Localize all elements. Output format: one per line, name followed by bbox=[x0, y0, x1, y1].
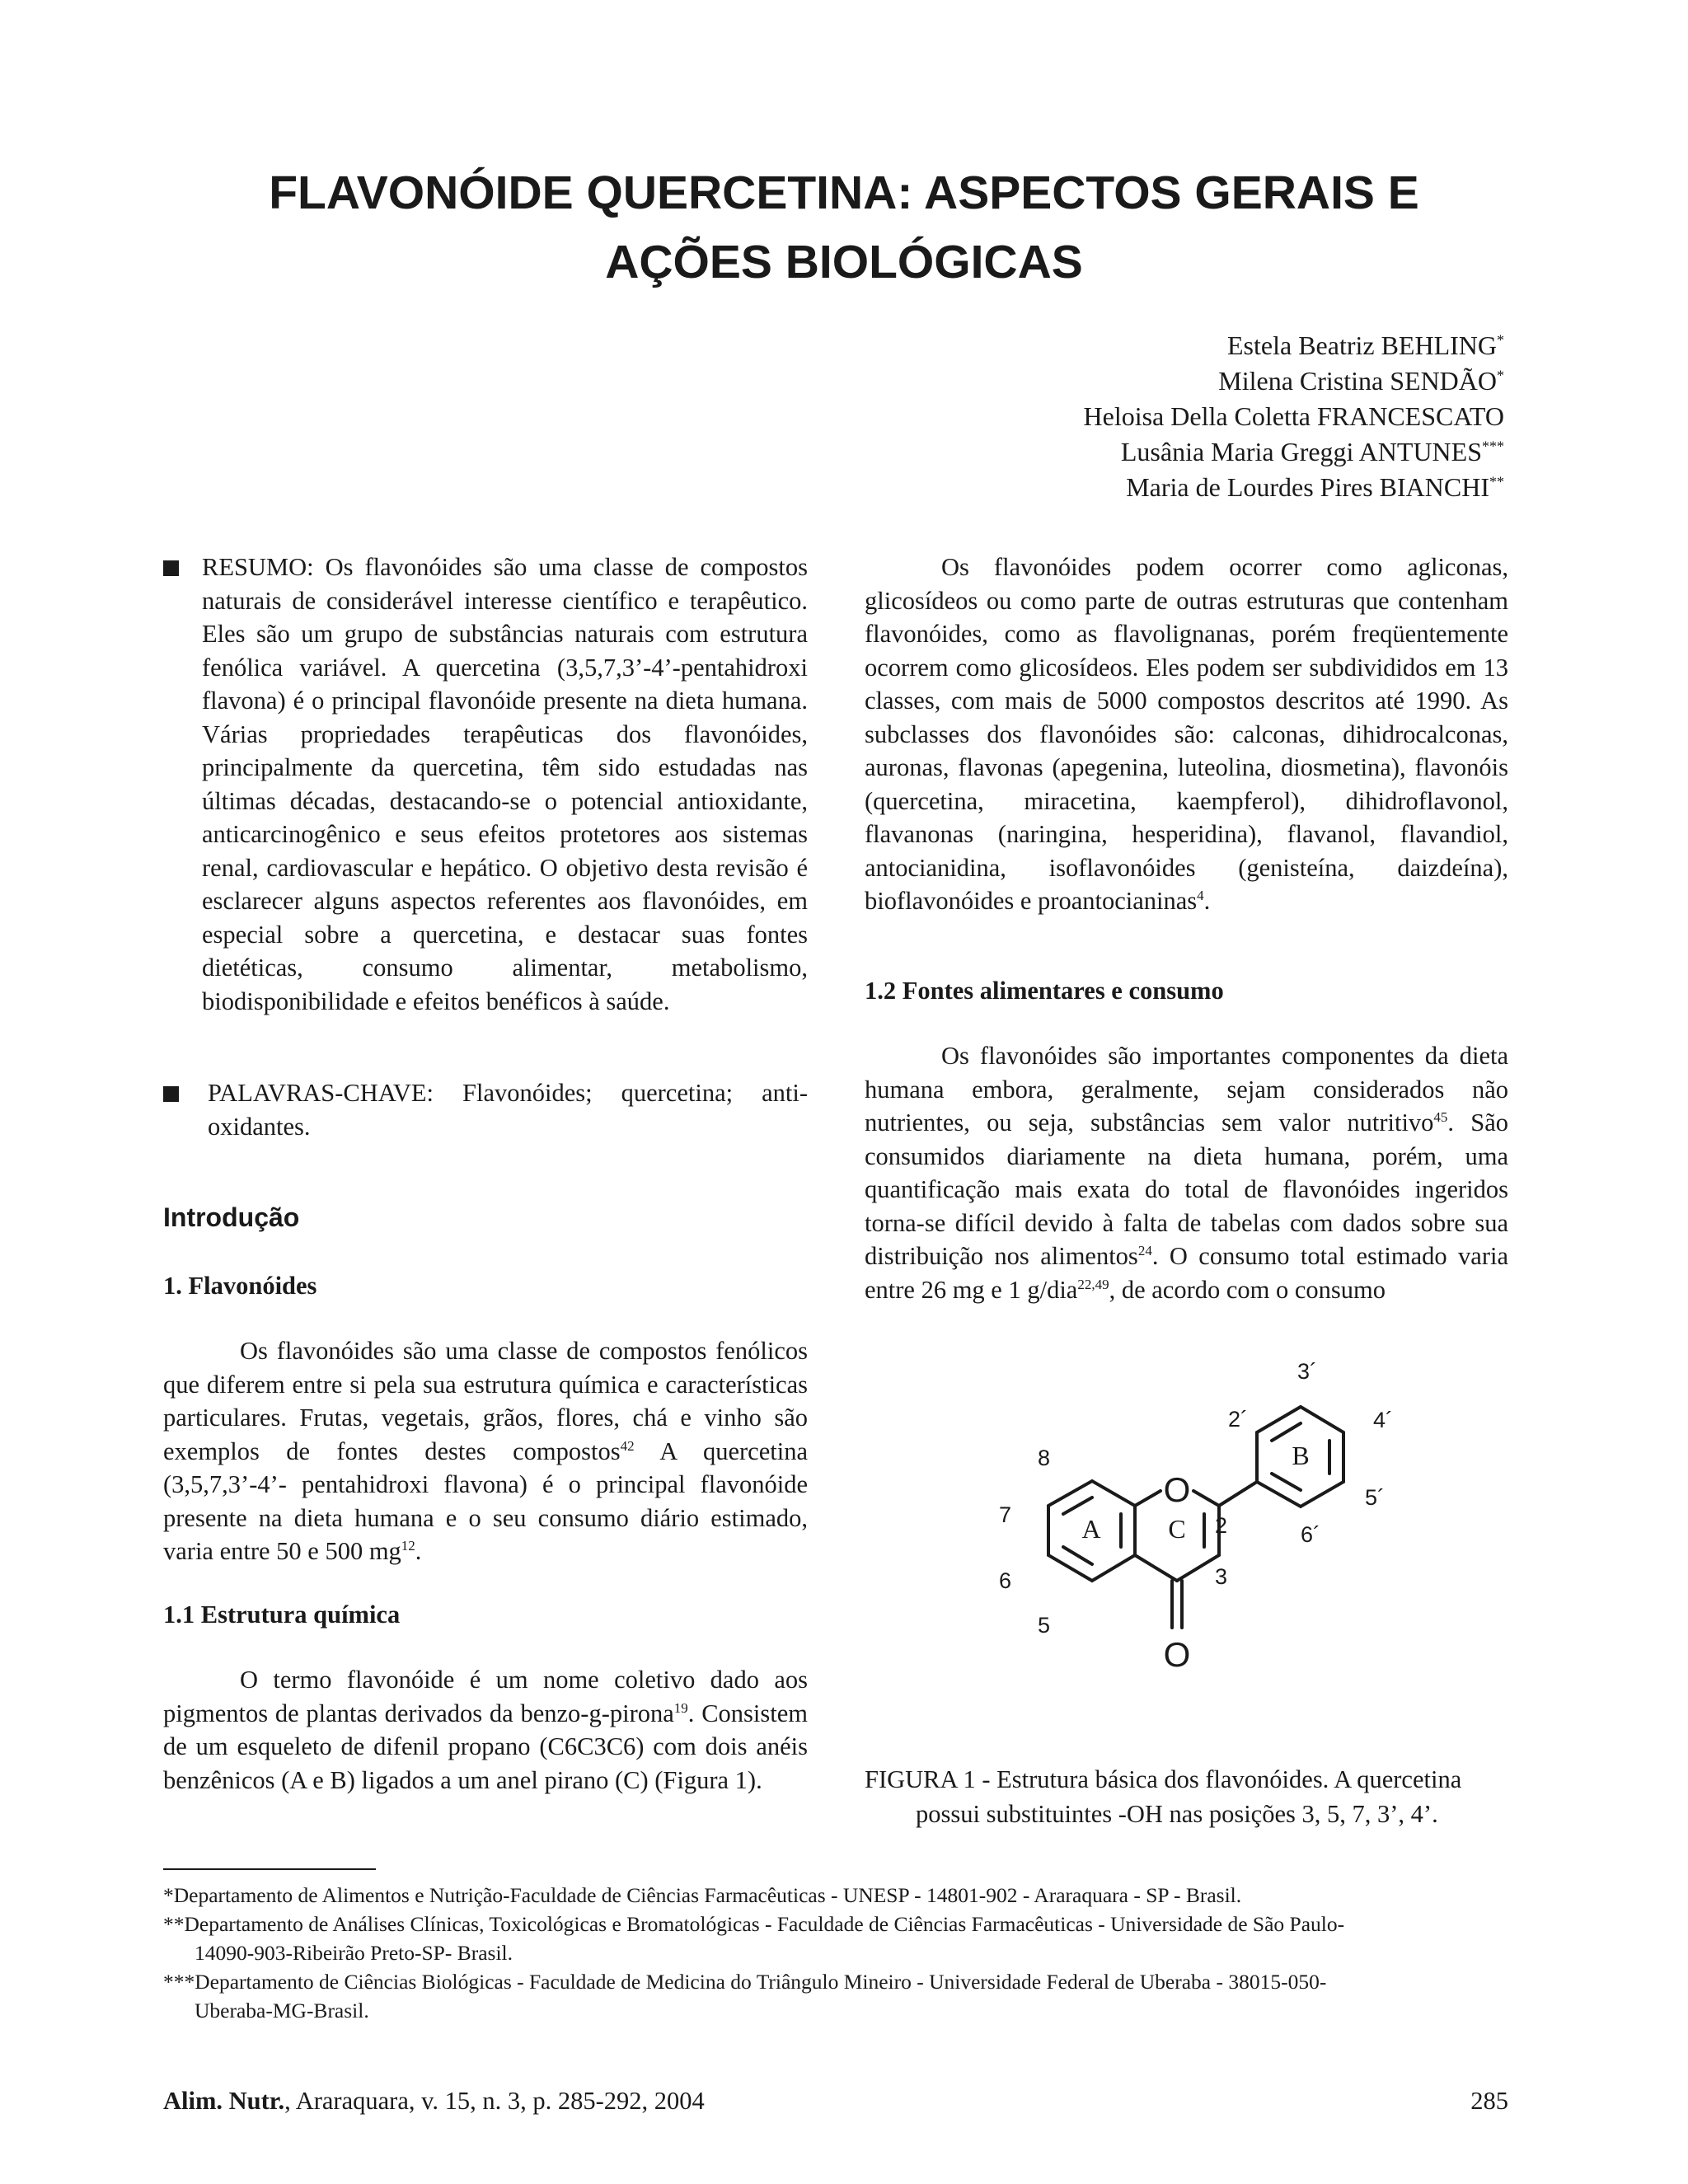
position-2-label: 2 bbox=[1215, 1513, 1228, 1538]
footnote-3: ***Departamento de Ciências Biológicas - Faculdade de Medicina do Triângulo Mineiro - Universidade Federal de Uberaba - 38015-050- bbox=[163, 1970, 1327, 1994]
author: Heloisa Della Coletta FRANCESCATO bbox=[1083, 401, 1504, 431]
bullet-square-icon bbox=[163, 560, 179, 576]
caption-line-2: possui substituintes -OH nas posições 3, 5, 7, 3’, 4’. bbox=[916, 1800, 1438, 1828]
intro-heading: Introdução bbox=[163, 1202, 300, 1232]
position-5-prime-label: 5´ bbox=[1365, 1485, 1386, 1510]
title-line-1: FLAVONÓIDE QUERCETINA: ASPECTOS GERAIS E bbox=[269, 166, 1419, 219]
flavonoid-structure-figure bbox=[956, 1352, 1418, 1714]
footnote-divider bbox=[163, 1868, 376, 1870]
author: Milena Cristina SENDÃO* bbox=[1218, 366, 1504, 396]
position-3-prime-label: 3´ bbox=[1297, 1359, 1318, 1384]
right-column-paragraph-1: Os flavonóides podem ocorrer como agliconas, glicosídeos ou como parte de outras estruturas que contenham flavonóides, como as flavolignanas, porém freqüentemente ocorrem como glicosídeos. Eles podem ser subdivididos em 13 classes, com mais de 5000 compostos descritos até 1990. As subclasses dos flavonóides são: calconas, dihidrocalconas, auronas, flavonas (apegenina, luteolina, diosmetina), flavonóis (quercetina, miracetina, kaempferol), dihidroflavonol, flavanonas (naringina, hesperidina), flavanol, flavandiol, antocianidina, isoflavonóides (genisteína, daizdeína), bioflavonóides e proantocianinas$^4$. bbox=[865, 553, 1508, 915]
keywords-text: PALAVRAS-CHAVE: Flavonóides; quercetina; anti-oxidantes. bbox=[208, 1079, 808, 1141]
author: Estela Beatriz BEHLING* bbox=[1227, 330, 1504, 360]
position-3-label: 3 bbox=[1215, 1564, 1228, 1589]
section-1-paragraph: Os flavonóides são uma classe de compostos fenólicos que diferem entre si pela sua estrutura química e características particulares. Frutas, vegetais, grãos, flores, chá e vinho são exemplos de fontes destes compostos$^{42}$ A quercetina (3,5,7,3’-4’- pentahidroxi flavona) é o principal flavonóide presente na dieta humana e o seu consumo diário estimado, varia entre 50 e 500 $mg^{12}$. bbox=[163, 1337, 808, 1565]
ring-b-label: B bbox=[1292, 1441, 1310, 1470]
bullet-square-icon bbox=[163, 1086, 179, 1102]
author: Maria de Lourdes Pires BIANCHI** bbox=[1126, 472, 1504, 502]
ring-a-label: A bbox=[1081, 1514, 1101, 1544]
abstract-text: RESUMO: Os flavonóides são uma classe de compostos naturais de considerável interesse científico e terapêutico. Eles são um grupo de substâncias naturais com estrutura fenólica variável. A quercetina (3,5,7,3’-4’-pentahidroxi flavona) é o principal flavonóide presente na dieta humana. Várias propriedades terapêuticas dos flavonóides, principalmente da quercetina, têm sido estudadas nas últimas décadas, destacando-se o potencial antioxidante, anticarcinogênico e seus efeitos protetores aos sistemas renal, cardiovascular e hepático. O objetivo desta revisão é esclarecer alguns aspectos referentes aos flavonóides, em especial sobre a quercetina, e destacar suas fontes dietéticas, consumo alimentar, metabolismo, biodisponibilidade e efeitos benéficos à saúde. bbox=[202, 553, 808, 1015]
section-1-2-heading: 1.2 Fontes alimentares e consumo bbox=[865, 977, 1224, 1005]
position-6-prime-label: 6´ bbox=[1301, 1522, 1321, 1547]
article-title bbox=[132, 158, 1556, 297]
section-1-1-paragraph: O termo flavonóide é um nome coletivo dado aos pigmentos de plantas derivados da benzo-g-pirona$^{19}$. Consistem de um esqueleto de difenil propano (C6C3C6) com dois anéis benzênicos (A e B) ligados a um anel pirano (C) (Figura 1). bbox=[163, 1666, 808, 1794]
caption-line-1: FIGURA 1 - Estrutura básica dos flavonóides. A quercetina bbox=[865, 1765, 1462, 1793]
footnote-2-continued: 14090-903-Ribeirão Preto-SP- Brasil. bbox=[195, 1941, 513, 1965]
journal-citation: Alim. Nutr., Araraquara, v. 15, n. 3, p. 285-292, 2004 bbox=[163, 2087, 705, 2115]
position-7-label: 7 bbox=[999, 1502, 1012, 1527]
page-number: 285 bbox=[1470, 2087, 1508, 2115]
position-6-label: 6 bbox=[999, 1568, 1012, 1593]
section-1-heading: 1. Flavonóides bbox=[163, 1272, 317, 1300]
footnote-2: **Departamento de Análises Clínicas, Toxicológicas e Bromatológicas - Faculdade de Ciências Farmacêuticas - Universidade de São Paulo- bbox=[163, 1912, 1345, 1936]
keywords bbox=[163, 1076, 808, 1143]
ring-c-label: C bbox=[1168, 1514, 1186, 1544]
position-2-prime-label: 2´ bbox=[1228, 1407, 1249, 1432]
figure-caption bbox=[865, 1762, 1508, 1831]
ring-oxygen-label: O bbox=[1163, 1470, 1191, 1509]
position-5-label: 5 bbox=[1038, 1613, 1051, 1638]
position-4-prime-label: 4´ bbox=[1373, 1408, 1394, 1432]
footnotes bbox=[163, 1881, 1508, 2025]
keto-oxygen-label: O bbox=[1163, 1635, 1191, 1674]
title-line-2: AÇÕES BIOLÓGICAS bbox=[605, 236, 1083, 288]
author: Lusânia Maria Greggi ANTUNES*** bbox=[1120, 437, 1504, 466]
author-list bbox=[1084, 328, 1505, 505]
position-8-label: 8 bbox=[1038, 1446, 1051, 1470]
footnote-3-continued: Uberaba-MG-Brasil. bbox=[195, 1999, 369, 2022]
right-column-paragraph-2: Os flavonóides são importantes componentes da dieta humana embora, geralmente, sejam considerados não nutrientes, ou seja, substâncias sem valor nutritivo$^{45}$. São consumidos diariamente na dieta humana, porém, uma quantificação mais exata do total de flavonóides ingeridos torna-se difícil devido à falta de tabelas com dados sobre sua distribuição nos alimentos$^{24}$. O consumo total estimado varia entre 26 mg e 1 g/dia$^{22,49}$, de acordo com o consumo bbox=[865, 1042, 1508, 1304]
footnote-1: *Departamento de Alimentos e Nutrição-Faculdade de Ciências Farmacêuticas - UNESP - 14801-902 - Araraquara - SP - Brasil. bbox=[163, 1883, 1242, 1907]
section-1-1-heading: 1.1 Estrutura química bbox=[163, 1601, 401, 1629]
abstract bbox=[163, 551, 808, 1018]
